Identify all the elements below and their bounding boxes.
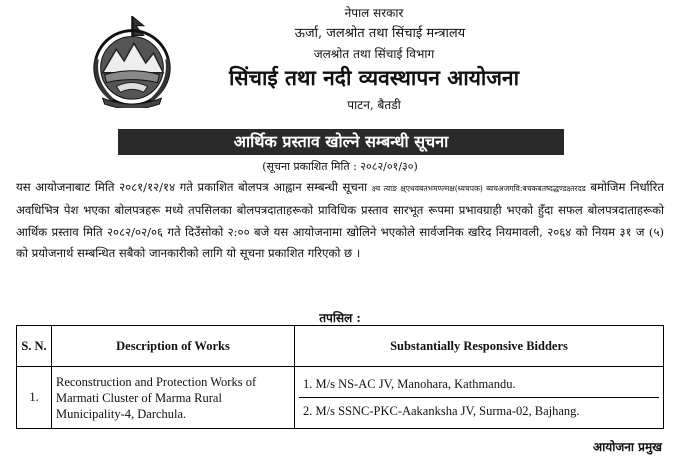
header-government: नेपाल सरकार — [344, 6, 404, 20]
bidder-item: 2. M/s SSNC-PKC-Aakanksha JV, Surma-02, Bajhang. — [299, 397, 659, 424]
notice-body — [16, 177, 664, 265]
notice-title: आर्थिक प्रस्ताव खोल्ने सम्बन्धी सूचना — [118, 129, 564, 155]
works-table — [16, 325, 664, 429]
header-bidders: Substantially Responsive Bidders — [295, 326, 664, 367]
table-row — [17, 367, 664, 429]
publication-date: (सूचना प्रकाशित मिति : २०८२/०१/३०) — [262, 160, 418, 173]
row-description: Reconstruction and Protection Works of Marmati Cluster of Marma Rural Municipality-4, Darchula. — [52, 367, 295, 429]
notice-body-part2: बमोजिम निर्धारित अवधिभित्र पेश भएका बोलपत्रहरू मध्ये तपसिलका बोलपत्रदाताहरूको प्राविधिक प्रस्ताव सारभूत रूपमा प्रभावग्राही भएको हुँदा सफल बोलपत्रदाताहरूको आर्थिक प्रस्ताव मिति २०८२/०२/०६ गते दिउँसोको २:०० बजे यस आयोजनामा खोलिने भएकोले सार्वजनिक खरिद नियमावली, २०६४ को नियम ३१ ज (५) को प्रयोजनार्थ सम्बन्धित सबैको जानकारीको लागि यो सूचना प्रकाशित गरिएको छ । — [16, 180, 665, 261]
notice-body-garbled-ref: क्ष्च त्याङ क्ष्एथवबतभमण्ल्मक्ष(ध्यचपक) ब्वचअजगवि:बचकबतष्दद्धण्डक्ष्तरदड — [371, 184, 586, 193]
row-sn: 1. — [17, 367, 52, 429]
header-project-name: सिंचाई तथा नदी व्यवस्थापन आयोजना — [228, 65, 520, 90]
header-location: पाटन, बैतडी — [347, 98, 401, 112]
signature-title: आयोजना प्रमुख — [592, 440, 662, 454]
bidder-item: 1. M/s NS-AC JV, Manohara, Kathmandu. — [303, 377, 516, 391]
header-sn: S. N. — [17, 326, 52, 367]
row-bidders — [295, 367, 664, 429]
notice-body-part1: यस आयोजनाबाट मिति २०८१/१२/१४ गते प्रकाशित बोलपत्र आह्वान सम्बन्धी सूचना — [16, 180, 372, 194]
header-ministry: ऊर्जा, जलश्रोत तथा सिंचाई मन्त्रालय — [294, 26, 466, 41]
table-header-row — [17, 326, 664, 367]
header-department: जलश्रोत तथा सिंचाई विभाग — [313, 47, 435, 61]
header-description: Description of Works — [52, 326, 295, 367]
schedule-label: तपसिल : — [319, 311, 361, 325]
